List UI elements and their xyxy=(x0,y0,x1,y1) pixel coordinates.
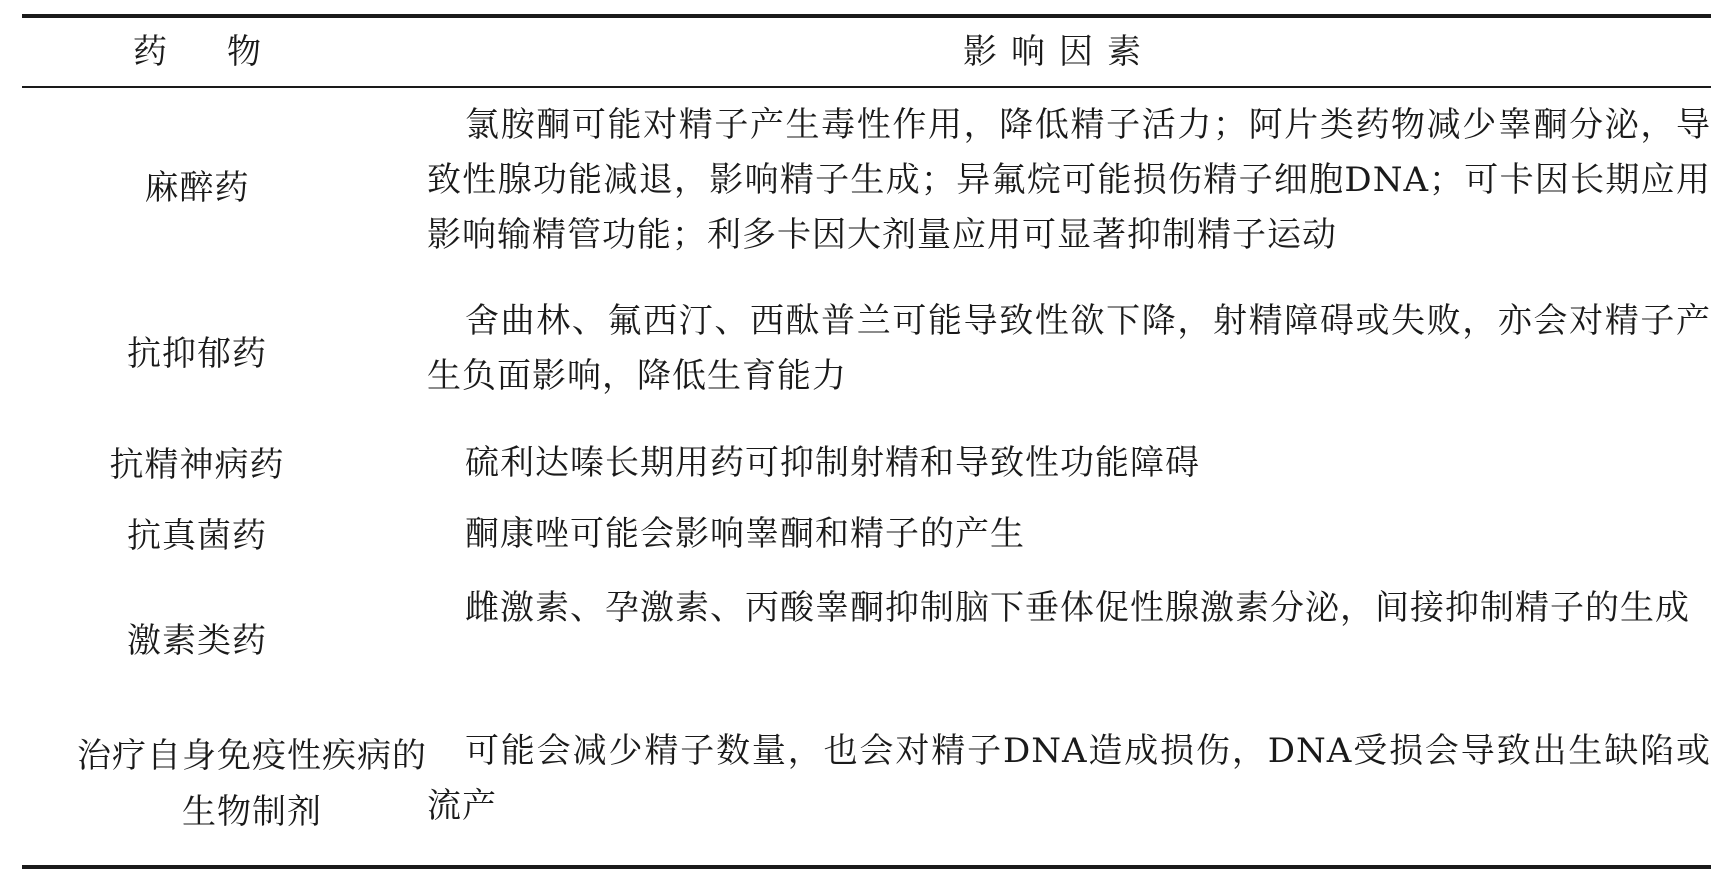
table-header xyxy=(22,18,1711,86)
table-row xyxy=(22,581,1711,701)
table-row xyxy=(22,436,1711,494)
table-bottom-rule xyxy=(22,865,1711,869)
table-header-rule xyxy=(22,86,1711,88)
factor-cell: 酮康唑可能会影响睾酮和精子的产生 xyxy=(465,514,1025,554)
drug-cell: 抗精神病药 xyxy=(109,445,285,485)
table-row xyxy=(22,294,1711,414)
header-factor: 影响因素 xyxy=(963,32,1155,72)
drug-effects-table xyxy=(22,14,1711,869)
table-row xyxy=(22,507,1711,565)
factor-cell: 雌激素、孕激素、丙酸睾酮抑制脑下垂体促性腺激素分泌，间接抑制精子的生成 xyxy=(465,588,1690,628)
header-drug: 药物 xyxy=(133,32,321,72)
factor-cell: 氯胺酮可能对精子产生毒性作用，降低精子活力；阿片类药物减少睾酮分泌，导致性腺功能减退，影响精子生成；异氟烷可能损伤精子细胞DNA；可卡因长期应用影响输精管功能；利多卡因大剂量应用可显著抑制精子运动 xyxy=(427,105,1711,255)
drug-cell: 麻醉药 xyxy=(144,168,250,208)
drug-cell: 抗真菌药 xyxy=(127,516,267,556)
drug-cell: 抗抑郁药 xyxy=(127,334,267,374)
factor-cell: 舍曲林、氟西汀、西酞普兰可能导致性欲下降，射精障碍或失败，亦会对精子产生负面影响，降低生育能力 xyxy=(427,301,1711,396)
drug-cell: 激素类药 xyxy=(127,621,267,661)
table-row xyxy=(22,724,1711,844)
factor-cell: 可能会减少精子数量，也会对精子DNA造成损伤，DNA受损会导致出生缺陷或流产 xyxy=(427,731,1711,826)
factor-cell: 硫利达嗪长期用药可抑制射精和导致性功能障碍 xyxy=(465,443,1200,483)
table-row xyxy=(22,98,1711,278)
drug-cell: 治疗自身免疫性疾病的生物制剂 xyxy=(77,736,427,832)
